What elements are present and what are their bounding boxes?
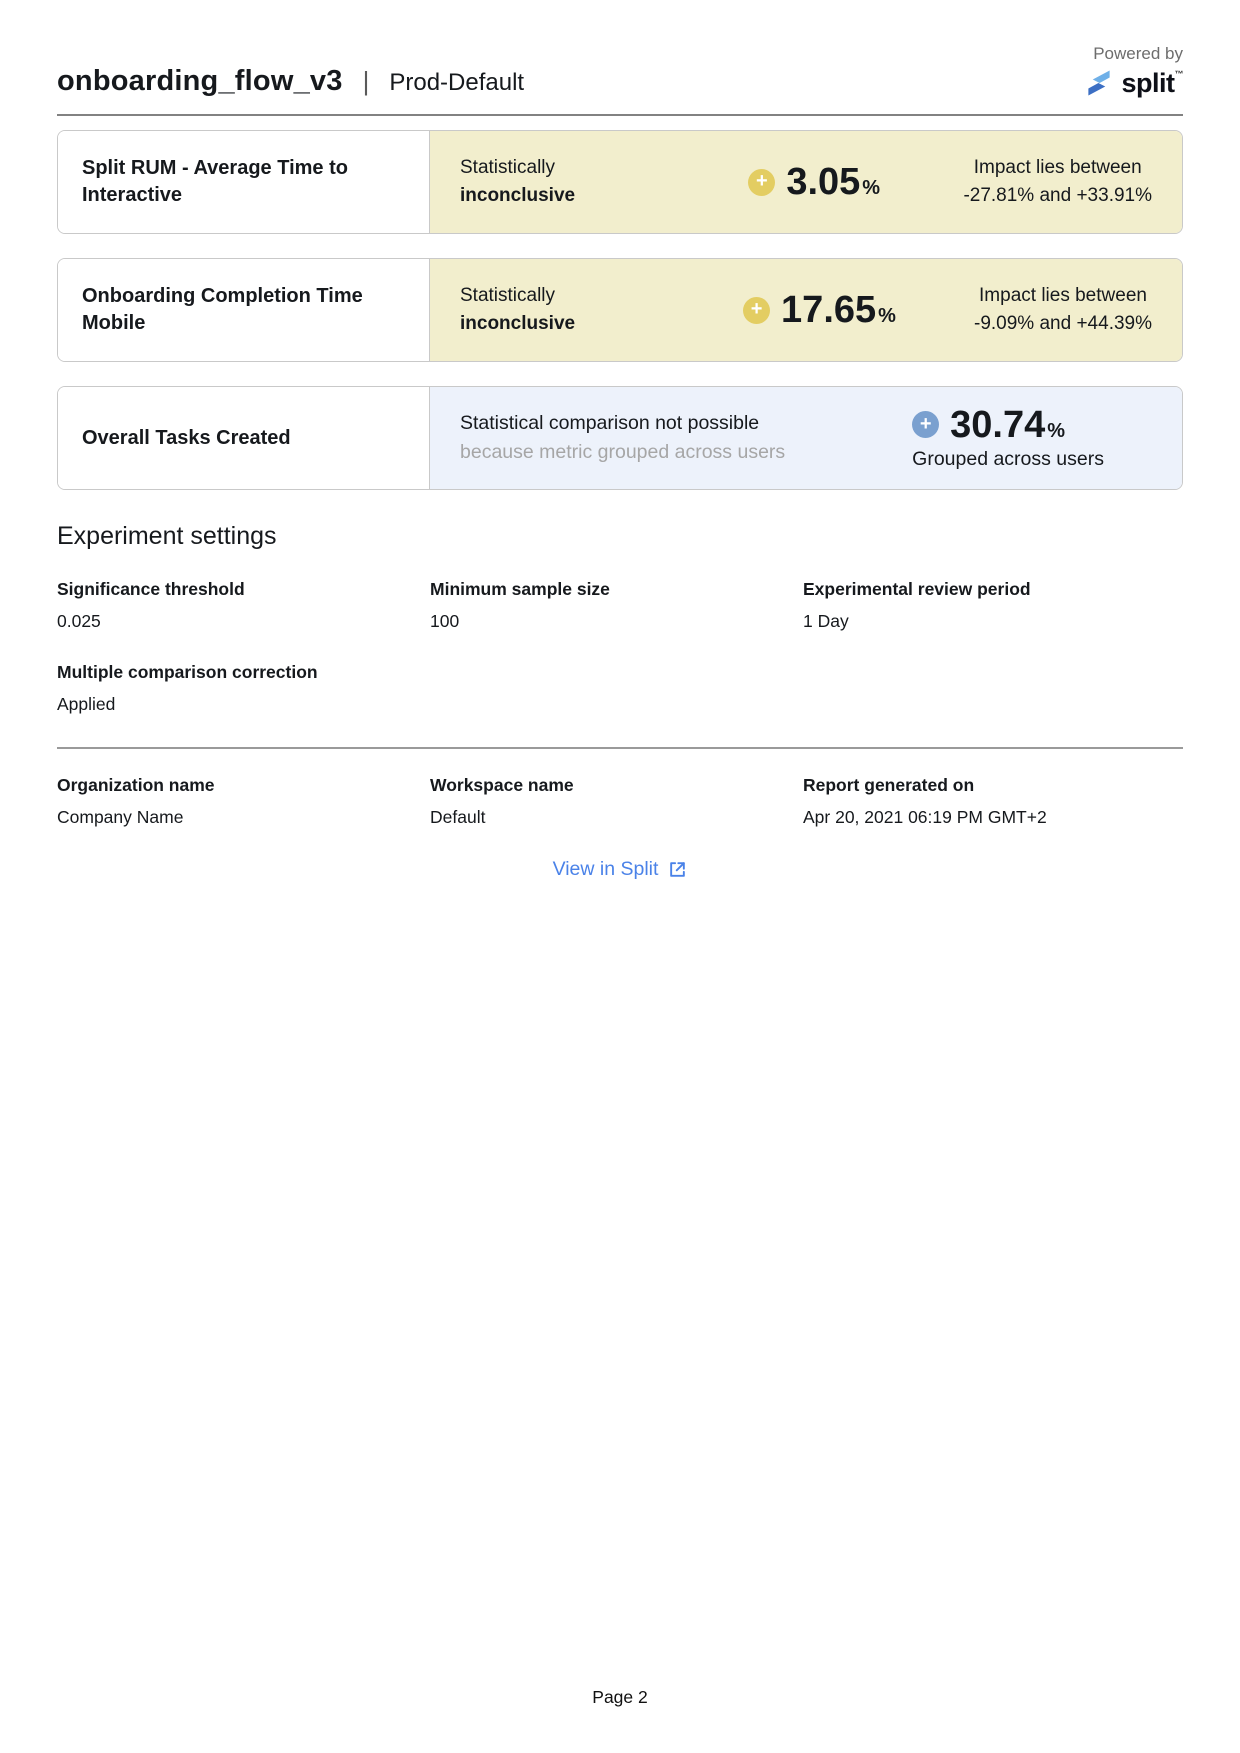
status-line2: inconclusive (460, 313, 576, 334)
meta-report-generated (803, 775, 1183, 828)
metric-cards (57, 130, 1183, 490)
experiment-title: onboarding_flow_v3 (57, 65, 343, 97)
link-row (57, 858, 1183, 881)
metric-value-zone (665, 163, 963, 201)
grouped-caption: Grouped across users (912, 447, 1104, 470)
metric-name: Onboarding Completion Time Mobile (82, 285, 363, 334)
metric-value: 17.65 % (781, 289, 896, 331)
settings-grid (57, 579, 1183, 715)
meta-value: Company Name (57, 807, 184, 827)
view-in-split-link[interactable] (553, 858, 688, 881)
environment-name: Prod-Default (389, 69, 525, 96)
metric-name: Overall Tasks Created (82, 426, 291, 449)
setting-value: 1 Day (803, 611, 849, 631)
metric-card-split-rum (57, 130, 1183, 234)
metric-status (460, 409, 912, 468)
impact-line1: Impact lies between (979, 284, 1147, 306)
metric-result-cell (430, 387, 1182, 489)
metric-name-cell (58, 259, 430, 361)
metric-result-cell (430, 259, 1182, 361)
status-line1: Statistically (460, 157, 556, 179)
meta-organization (57, 775, 430, 828)
meta-value: Default (430, 807, 486, 827)
impact-line2: -27.81% and +33.91% (963, 185, 1152, 206)
metric-name-cell (58, 131, 430, 233)
impact-range (963, 154, 1152, 211)
experiment-settings-heading: Experiment settings (57, 522, 277, 550)
setting-significance-threshold (57, 579, 430, 632)
impact-line1: Impact lies between (973, 156, 1142, 178)
meta-label: Report generated on (803, 775, 975, 795)
setting-value: Applied (57, 694, 116, 714)
setting-value: 100 (430, 611, 460, 631)
metric-card-overall-tasks (57, 386, 1183, 490)
metric-status (460, 154, 665, 209)
percent-sign: % (878, 305, 896, 327)
page-number: Page 2 (592, 1687, 648, 1707)
metric-value: 3.05 % (786, 161, 881, 203)
percent-sign: % (862, 177, 881, 199)
plus-icon: + (743, 297, 770, 324)
external-link-icon (668, 860, 687, 879)
trademark-symbol: ™ (1174, 68, 1183, 79)
metric-name-cell (58, 387, 430, 489)
view-in-split-label: View in Split (552, 858, 659, 880)
setting-label: Multiple comparison correction (57, 662, 318, 682)
metric-name: Split RUM - Average Time to Interactive (82, 157, 348, 206)
metric-card-onboarding-completion (57, 258, 1183, 362)
plus-icon: + (748, 169, 775, 196)
meta-value: Apr 20, 2021 06:19 PM GMT+2 (803, 807, 1047, 827)
brand-wordmark: split™ (1121, 67, 1183, 98)
setting-label: Minimum sample size (430, 579, 610, 599)
setting-label: Experimental review period (803, 579, 1031, 599)
metric-value-zone (912, 403, 1104, 471)
meta-label: Organization name (57, 775, 215, 795)
setting-minimum-sample-size (430, 579, 803, 632)
meta-grid (57, 775, 1183, 828)
setting-label: Significance threshold (57, 579, 245, 599)
split-logo-icon (1084, 68, 1114, 98)
brand-block (1084, 44, 1183, 98)
powered-by-label: Powered by (1093, 44, 1183, 63)
meta-label: Workspace name (430, 775, 574, 795)
plus-icon: + (912, 411, 939, 438)
impact-range (974, 282, 1152, 339)
meta-workspace (430, 775, 803, 828)
title-group (57, 65, 524, 98)
setting-multiple-comparison (57, 662, 430, 715)
status-line2: inconclusive (460, 185, 576, 206)
impact-line2: -9.09% and +44.39% (974, 313, 1152, 334)
report-header (57, 44, 1183, 116)
section-divider (57, 747, 1183, 749)
status-line1: Statistical comparison not possible (460, 411, 760, 434)
status-line2: because metric grouped across users (460, 441, 786, 463)
metric-value: 30.74 % (950, 403, 1066, 446)
setting-review-period (803, 579, 1183, 632)
setting-value: 0.025 (57, 611, 101, 631)
metric-status (460, 282, 665, 337)
metric-result-cell (430, 131, 1182, 233)
metric-value-zone (665, 291, 974, 329)
status-line1: Statistically (460, 285, 556, 307)
percent-sign: % (1047, 419, 1066, 442)
title-separator: | (362, 66, 370, 96)
